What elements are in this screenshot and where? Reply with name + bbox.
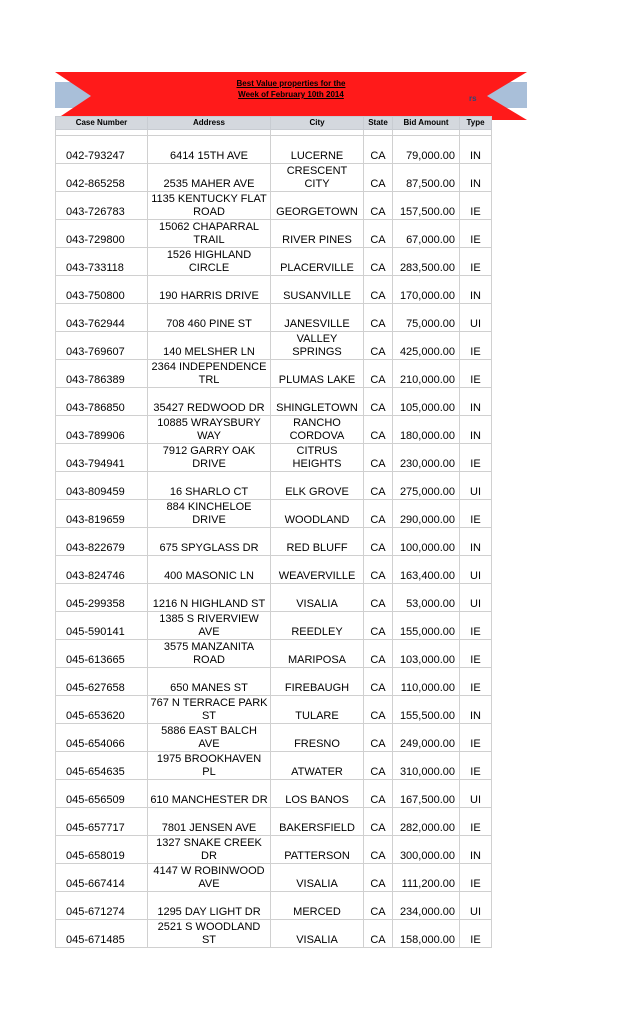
- type-cell: IE: [460, 612, 492, 640]
- address-cell: 16 SHARLO CT: [148, 472, 271, 500]
- table-body: [56, 130, 492, 948]
- bid-amount-cell: 230,000.00: [393, 444, 460, 472]
- state-cell: CA: [364, 640, 393, 668]
- table-row: [56, 276, 492, 304]
- case-number-cell: 045-671485: [56, 920, 148, 948]
- table-row: [56, 612, 492, 640]
- table-row: [56, 724, 492, 752]
- bid-amount-cell: 79,000.00: [393, 136, 460, 164]
- state-cell: CA: [364, 472, 393, 500]
- state-cell: CA: [364, 164, 393, 192]
- bid-amount-cell: 210,000.00: [393, 360, 460, 388]
- address-cell: 2535 MAHER AVE: [148, 164, 271, 192]
- state-cell: CA: [364, 668, 393, 696]
- city-cell: WOODLAND: [271, 500, 364, 528]
- city-cell: LUCERNE: [271, 136, 364, 164]
- city-cell: PLUMAS LAKE: [271, 360, 364, 388]
- case-number-cell: 043-786850: [56, 388, 148, 416]
- address-cell: 1526 HIGHLAND CIRCLE: [148, 248, 271, 276]
- type-cell: IN: [460, 416, 492, 444]
- case-number-cell: 045-656509: [56, 780, 148, 808]
- bid-amount-cell: 75,000.00: [393, 304, 460, 332]
- state-cell: CA: [364, 836, 393, 864]
- address-cell: 4147 W ROBINWOOD AVE: [148, 864, 271, 892]
- type-cell: UI: [460, 780, 492, 808]
- type-cell: IE: [460, 920, 492, 948]
- table-row: [56, 752, 492, 780]
- table-row: [56, 640, 492, 668]
- table-row: [56, 248, 492, 276]
- table-row: [56, 668, 492, 696]
- type-cell: IE: [460, 724, 492, 752]
- address-cell: 3575 MANZANITA ROAD: [148, 640, 271, 668]
- col-header-bid-amount: Bid Amount: [393, 117, 460, 130]
- state-cell: CA: [364, 500, 393, 528]
- bid-amount-cell: 155,500.00: [393, 696, 460, 724]
- clipped-header-text: rs: [469, 94, 477, 103]
- case-number-cell: 045-657717: [56, 808, 148, 836]
- type-cell: UI: [460, 304, 492, 332]
- case-number-cell: 043-786389: [56, 360, 148, 388]
- case-number-cell: 045-654635: [56, 752, 148, 780]
- col-header-city: City: [271, 117, 364, 130]
- table-row: [56, 332, 492, 360]
- state-cell: CA: [364, 444, 393, 472]
- state-cell: CA: [364, 752, 393, 780]
- address-cell: 708 460 PINE ST: [148, 304, 271, 332]
- table-row: [56, 808, 492, 836]
- case-number-cell: 043-769607: [56, 332, 148, 360]
- city-cell: SUSANVILLE: [271, 276, 364, 304]
- city-cell: SHINGLETOWN: [271, 388, 364, 416]
- properties-table: [55, 116, 492, 948]
- address-cell: 2364 INDEPENDENCE TRL: [148, 360, 271, 388]
- address-cell: 190 HARRIS DRIVE: [148, 276, 271, 304]
- state-cell: CA: [364, 780, 393, 808]
- table-row: [56, 696, 492, 724]
- type-cell: IE: [460, 444, 492, 472]
- state-cell: CA: [364, 136, 393, 164]
- address-cell: 767 N TERRACE PARK ST: [148, 696, 271, 724]
- case-number-cell: 045-627658: [56, 668, 148, 696]
- state-cell: CA: [364, 696, 393, 724]
- address-cell: 6414 15TH AVE: [148, 136, 271, 164]
- type-cell: IE: [460, 500, 492, 528]
- title-line-2: Week of February 10th 2014: [238, 90, 344, 99]
- address-cell: 884 KINCHELOE DRIVE: [148, 500, 271, 528]
- address-cell: 1295 DAY LIGHT DR: [148, 892, 271, 920]
- state-cell: CA: [364, 332, 393, 360]
- bid-amount-cell: 300,000.00: [393, 836, 460, 864]
- case-number-cell: 045-658019: [56, 836, 148, 864]
- state-cell: CA: [364, 276, 393, 304]
- type-cell: IE: [460, 808, 492, 836]
- table-row: [56, 920, 492, 948]
- state-cell: CA: [364, 360, 393, 388]
- case-number-cell: 043-789906: [56, 416, 148, 444]
- city-cell: CITRUS HEIGHTS: [271, 444, 364, 472]
- case-number-cell: 043-726783: [56, 192, 148, 220]
- table-row: [56, 360, 492, 388]
- case-number-cell: 045-654066: [56, 724, 148, 752]
- city-cell: TULARE: [271, 696, 364, 724]
- type-cell: IE: [460, 864, 492, 892]
- city-cell: MARIPOSA: [271, 640, 364, 668]
- case-number-cell: 042-865258: [56, 164, 148, 192]
- table-row: [56, 304, 492, 332]
- bid-amount-cell: 290,000.00: [393, 500, 460, 528]
- type-cell: IE: [460, 220, 492, 248]
- table-row: [56, 864, 492, 892]
- case-number-cell: 045-613665: [56, 640, 148, 668]
- bid-amount-cell: 275,000.00: [393, 472, 460, 500]
- title-line-1: Best Value properties for the: [236, 79, 346, 88]
- address-cell: 10885 WRAYSBURY WAY: [148, 416, 271, 444]
- bid-amount-cell: 249,000.00: [393, 724, 460, 752]
- city-cell: ELK GROVE: [271, 472, 364, 500]
- address-cell: 7801 JENSEN AVE: [148, 808, 271, 836]
- table-row: [56, 388, 492, 416]
- bid-amount-cell: 105,000.00: [393, 388, 460, 416]
- type-cell: IE: [460, 192, 492, 220]
- type-cell: IE: [460, 332, 492, 360]
- table-row: [56, 444, 492, 472]
- state-cell: CA: [364, 220, 393, 248]
- address-cell: 140 MELSHER LN: [148, 332, 271, 360]
- table-header-row: [56, 117, 492, 130]
- state-cell: CA: [364, 304, 393, 332]
- type-cell: IE: [460, 752, 492, 780]
- address-cell: 400 MASONIC LN: [148, 556, 271, 584]
- state-cell: CA: [364, 612, 393, 640]
- state-cell: CA: [364, 556, 393, 584]
- table-row: [56, 584, 492, 612]
- city-cell: REEDLEY: [271, 612, 364, 640]
- city-cell: PLACERVILLE: [271, 248, 364, 276]
- bid-amount-cell: 170,000.00: [393, 276, 460, 304]
- bid-amount-cell: 167,500.00: [393, 780, 460, 808]
- city-cell: JANESVILLE: [271, 304, 364, 332]
- case-number-cell: 043-819659: [56, 500, 148, 528]
- bid-amount-cell: 282,000.00: [393, 808, 460, 836]
- type-cell: UI: [460, 892, 492, 920]
- state-cell: CA: [364, 192, 393, 220]
- city-cell: CRESCENT CITY: [271, 164, 364, 192]
- city-cell: PATTERSON: [271, 836, 364, 864]
- case-number-cell: 043-822679: [56, 528, 148, 556]
- address-cell: 1135 KENTUCKY FLAT ROAD: [148, 192, 271, 220]
- city-cell: BAKERSFIELD: [271, 808, 364, 836]
- address-cell: 1327 SNAKE CREEK DR: [148, 836, 271, 864]
- table-row: [56, 136, 492, 164]
- bid-amount-cell: 155,000.00: [393, 612, 460, 640]
- bid-amount-cell: 158,000.00: [393, 920, 460, 948]
- bid-amount-cell: 163,400.00: [393, 556, 460, 584]
- state-cell: CA: [364, 528, 393, 556]
- bid-amount-cell: 100,000.00: [393, 528, 460, 556]
- case-number-cell: 043-750800: [56, 276, 148, 304]
- col-header-case-number: Case Number: [56, 117, 148, 130]
- bid-amount-cell: 103,000.00: [393, 640, 460, 668]
- city-cell: MERCED: [271, 892, 364, 920]
- city-cell: VALLEY SPRINGS: [271, 332, 364, 360]
- table-row: [56, 472, 492, 500]
- case-number-cell: 045-671274: [56, 892, 148, 920]
- address-cell: 1975 BROOKHAVEN PL: [148, 752, 271, 780]
- table-row: [56, 416, 492, 444]
- type-cell: UI: [460, 472, 492, 500]
- city-cell: RIVER PINES: [271, 220, 364, 248]
- type-cell: IE: [460, 668, 492, 696]
- case-number-cell: 045-667414: [56, 864, 148, 892]
- type-cell: IN: [460, 388, 492, 416]
- city-cell: FIREBAUGH: [271, 668, 364, 696]
- state-cell: CA: [364, 808, 393, 836]
- col-header-state: State: [364, 117, 393, 130]
- case-number-cell: 043-729800: [56, 220, 148, 248]
- address-cell: 675 SPYGLASS DR: [148, 528, 271, 556]
- city-cell: WEAVERVILLE: [271, 556, 364, 584]
- type-cell: IE: [460, 360, 492, 388]
- address-cell: 650 MANES ST: [148, 668, 271, 696]
- case-number-cell: 042-793247: [56, 136, 148, 164]
- city-cell: VISALIA: [271, 584, 364, 612]
- header-banner: [55, 72, 527, 120]
- city-cell: RANCHO CORDOVA: [271, 416, 364, 444]
- case-number-cell: 045-653620: [56, 696, 148, 724]
- case-number-cell: 043-794941: [56, 444, 148, 472]
- state-cell: CA: [364, 724, 393, 752]
- address-cell: 1385 S RIVERVIEW AVE: [148, 612, 271, 640]
- type-cell: IN: [460, 696, 492, 724]
- state-cell: CA: [364, 892, 393, 920]
- state-cell: CA: [364, 584, 393, 612]
- city-cell: ATWATER: [271, 752, 364, 780]
- case-number-cell: 043-824746: [56, 556, 148, 584]
- address-cell: 2521 S WOODLAND ST: [148, 920, 271, 948]
- bid-amount-cell: 180,000.00: [393, 416, 460, 444]
- bid-amount-cell: 157,500.00: [393, 192, 460, 220]
- case-number-cell: 045-590141: [56, 612, 148, 640]
- address-cell: 35427 REDWOOD DR: [148, 388, 271, 416]
- table-row: [56, 500, 492, 528]
- table-row: [56, 192, 492, 220]
- type-cell: IN: [460, 276, 492, 304]
- state-cell: CA: [364, 388, 393, 416]
- address-cell: 7912 GARRY OAK DRIVE: [148, 444, 271, 472]
- bid-amount-cell: 67,000.00: [393, 220, 460, 248]
- case-number-cell: 045-299358: [56, 584, 148, 612]
- type-cell: IN: [460, 836, 492, 864]
- state-cell: CA: [364, 248, 393, 276]
- table-row: [56, 164, 492, 192]
- bid-amount-cell: 283,500.00: [393, 248, 460, 276]
- type-cell: IN: [460, 164, 492, 192]
- col-header-address: Address: [148, 117, 271, 130]
- city-cell: FRESNO: [271, 724, 364, 752]
- bid-amount-cell: 53,000.00: [393, 584, 460, 612]
- table-row: [56, 836, 492, 864]
- table-row: [56, 892, 492, 920]
- case-number-cell: 043-809459: [56, 472, 148, 500]
- table-row: [56, 220, 492, 248]
- city-cell: RED BLUFF: [271, 528, 364, 556]
- address-cell: 610 MANCHESTER DR: [148, 780, 271, 808]
- case-number-cell: 043-733118: [56, 248, 148, 276]
- state-cell: CA: [364, 864, 393, 892]
- state-cell: CA: [364, 416, 393, 444]
- case-number-cell: 043-762944: [56, 304, 148, 332]
- state-cell: CA: [364, 920, 393, 948]
- city-cell: GEORGETOWN: [271, 192, 364, 220]
- type-cell: UI: [460, 556, 492, 584]
- type-cell: IN: [460, 528, 492, 556]
- bid-amount-cell: 110,000.00: [393, 668, 460, 696]
- table-row: [56, 556, 492, 584]
- page-title: [55, 78, 527, 100]
- type-cell: IE: [460, 640, 492, 668]
- bid-amount-cell: 425,000.00: [393, 332, 460, 360]
- type-cell: IE: [460, 248, 492, 276]
- bid-amount-cell: 87,500.00: [393, 164, 460, 192]
- city-cell: VISALIA: [271, 864, 364, 892]
- col-header-type: Type: [460, 117, 492, 130]
- table-row: [56, 780, 492, 808]
- address-cell: 5886 EAST BALCH AVE: [148, 724, 271, 752]
- type-cell: IN: [460, 136, 492, 164]
- type-cell: UI: [460, 584, 492, 612]
- address-cell: 15062 CHAPARRAL TRAIL: [148, 220, 271, 248]
- table-row: [56, 528, 492, 556]
- city-cell: VISALIA: [271, 920, 364, 948]
- bid-amount-cell: 111,200.00: [393, 864, 460, 892]
- bid-amount-cell: 310,000.00: [393, 752, 460, 780]
- address-cell: 1216 N HIGHLAND ST: [148, 584, 271, 612]
- bid-amount-cell: 234,000.00: [393, 892, 460, 920]
- city-cell: LOS BANOS: [271, 780, 364, 808]
